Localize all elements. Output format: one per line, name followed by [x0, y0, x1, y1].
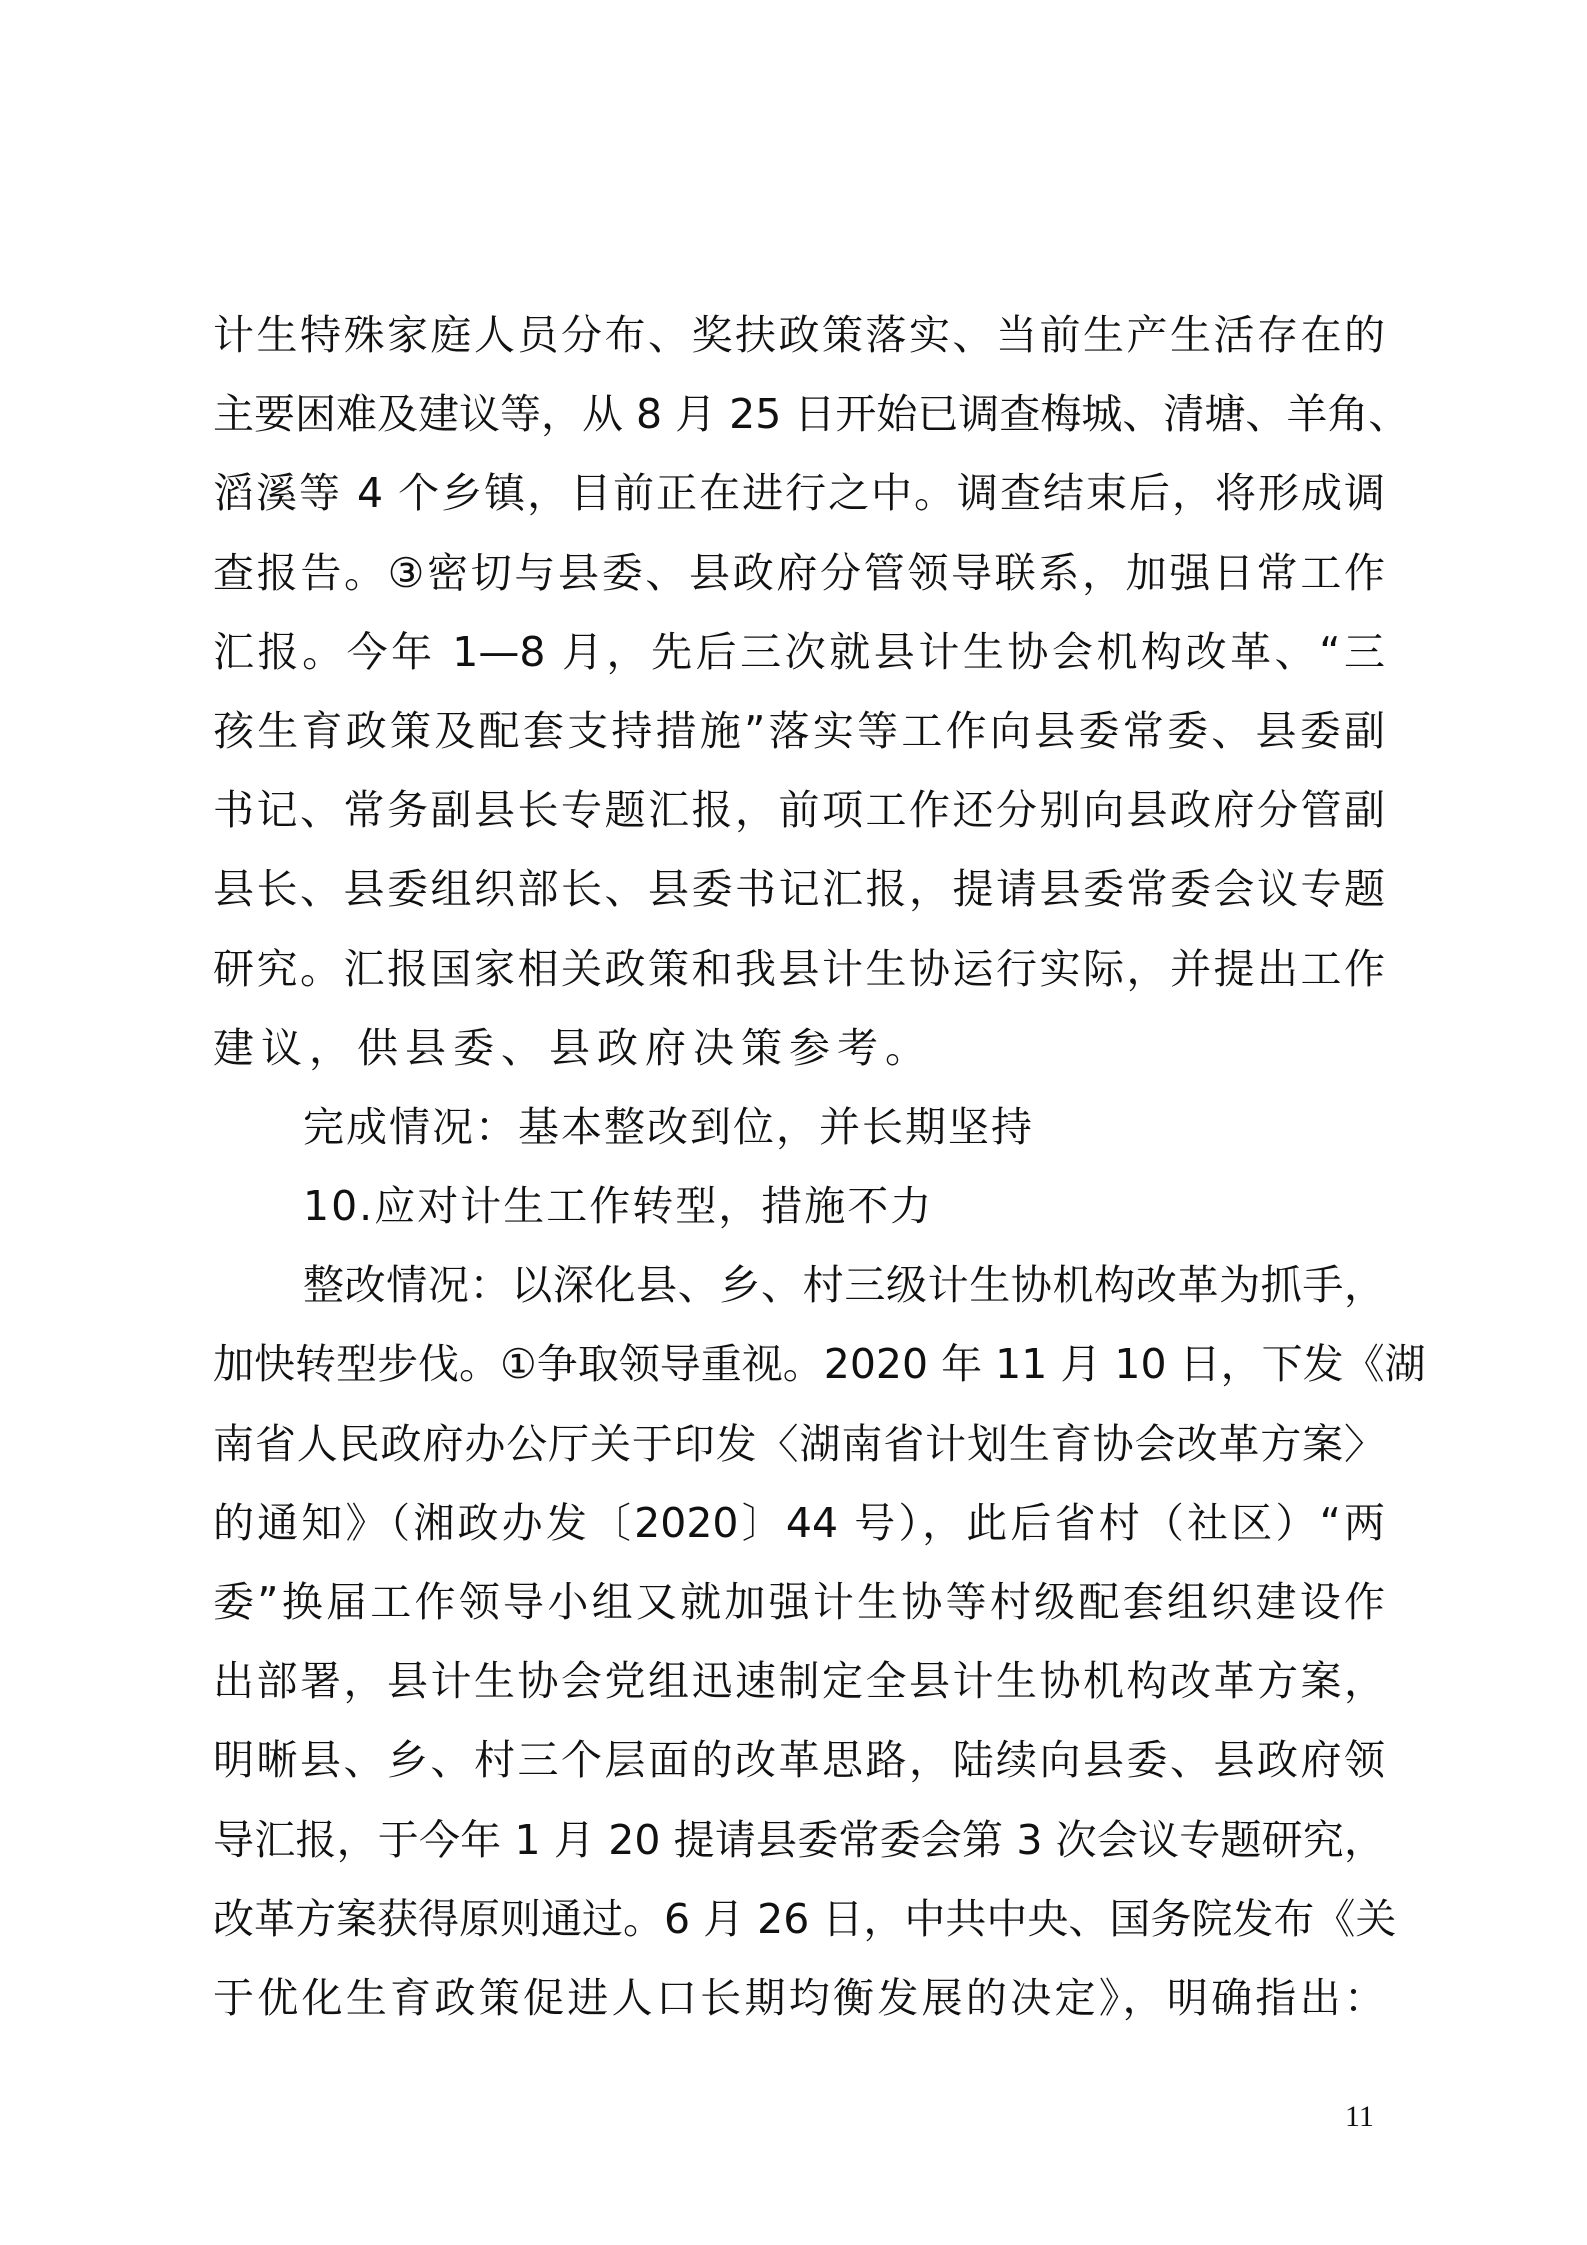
text-line: 整改情况：以深化县、乡、村三级计生协机构改革为抓手， — [303, 1261, 1385, 1310]
text-line: 的通知》（湘政办发〔2020〕44 号），此后省村（社区）“两 — [213, 1498, 1385, 1547]
text-line: 汇报。今年 1—8 月，先后三次就县计生协会机构改革、“三 — [213, 627, 1385, 676]
text-line: 10.应对计生工作转型，措施不力 — [303, 1182, 934, 1231]
text-line: 完成情况：基本整改到位，并长期坚持 — [303, 1102, 1034, 1151]
text-line: 南省人民政府办公厅关于印发〈湖南省计划生育协会改革方案〉 — [213, 1419, 1385, 1468]
text-line: 孩生育政策及配套支持措施”落实等工作向县委常委、县委副 — [213, 706, 1385, 755]
text-line: 主要困难及建议等，从 8 月 25 日开始已调查梅城、清塘、羊角、 — [213, 390, 1410, 439]
text-line: 导汇报，于今年 1 月 20 提请县委常委会第 3 次会议专题研究， — [213, 1815, 1385, 1864]
text-line: 研究。汇报国家相关政策和我县计生协运行实际，并提出工作 — [213, 944, 1385, 993]
page-number: 11 — [1345, 2100, 1374, 2133]
text-line: 加快转型步伐。①争取领导重视。2020 年 11 月 10 日，下发《湖 — [213, 1340, 1426, 1389]
text-line: 改革方案获得原则通过。6 月 26 日，中共中央、国务院发布《关 — [213, 1894, 1397, 1943]
text-line: 委”换届工作领导小组又就加强计生协等村级配套组织建设作 — [213, 1578, 1385, 1626]
text-line: 书记、常务副县长专题汇报，前项工作还分别向县政府分管副 — [213, 786, 1385, 835]
text-line: 县长、县委组织部长、县委书记汇报，提请县委常委会议专题 — [213, 865, 1385, 914]
text-line: 于优化生育政策促进人口长期均衡发展的决定》，明确指出： — [213, 1973, 1385, 2022]
text-line: 建议，供县委、县政府决策参考。 — [213, 1023, 933, 1072]
text-line: 计生特殊家庭人员分布、奖扶政策落实、当前生产生活存在的 — [213, 311, 1385, 359]
text-line: 出部署，县计生协会党组迅速制定全县计生协机构改革方案， — [213, 1657, 1385, 1706]
text-line: 滔溪等 4 个乡镇，目前正在进行之中。调查结束后，将形成调 — [213, 469, 1385, 518]
text-line: 明晰县、乡、村三个层面的改革思路，陆续向县委、县政府领 — [213, 1736, 1385, 1785]
document-body — [213, 305, 1426, 2047]
text-line: 查报告。③密切与县委、县政府分管领导联系，加强日常工作 — [213, 548, 1385, 597]
